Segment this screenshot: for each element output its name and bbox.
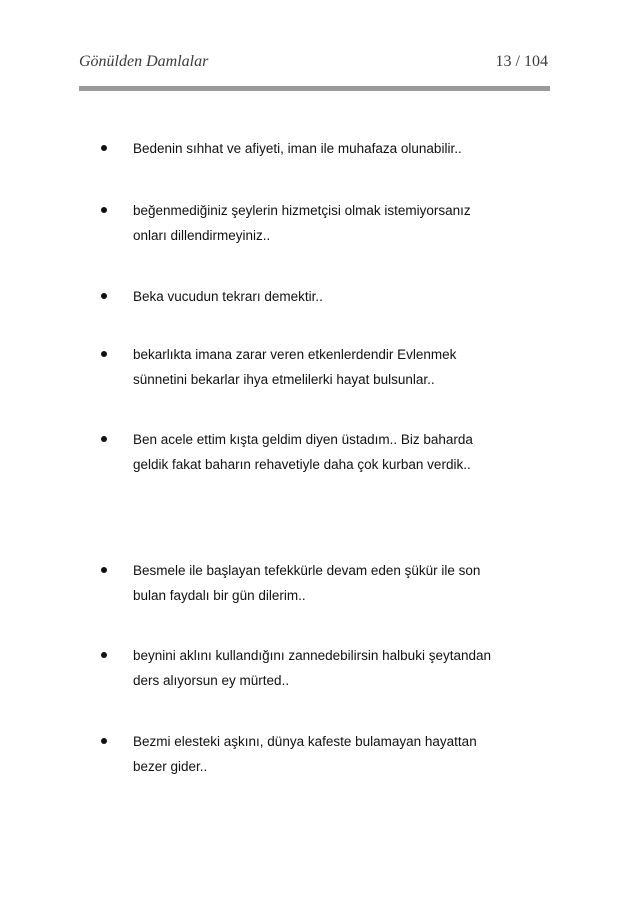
list-item-line: Ben acele ettim kışta geldim diyen üstadım.. Biz baharda — [133, 432, 473, 447]
list-item-line: bekarlıkta imana zarar veren etkenlerdendir Evlenmek — [133, 347, 457, 362]
list-item-line: bulan faydalı bir gün dilerim.. — [133, 588, 306, 603]
bullet-icon — [101, 145, 107, 151]
list-item-text — [133, 427, 553, 477]
bullet-icon — [101, 652, 107, 658]
list-item-line: onları dillendirmeyiniz.. — [133, 228, 271, 243]
list-item-text — [133, 558, 553, 608]
list-item-line: sünnetini bekarlar ihya etmelilerki hayat bulsunlar.. — [133, 372, 435, 387]
list-item-text — [133, 284, 553, 309]
list-item-line: geldik fakat baharın rehavetiyle daha çok kurban verdik.. — [133, 457, 471, 472]
list-item-line: beğenmediğiniz şeylerin hizmetçisi olmak istemiyorsanız — [133, 203, 471, 218]
list-item-text — [133, 198, 553, 248]
bullet-icon — [101, 351, 107, 357]
list-item-text — [133, 342, 553, 392]
list-item-line: Besmele ile başlayan tefekkürle devam eden şükür ile son — [133, 563, 481, 578]
list-item-line: Bezmi elesteki aşkını, dünya kafeste bulamayan hayattan — [133, 734, 477, 749]
bullet-icon — [101, 436, 107, 442]
list-item-line: ders alıyorsun ey mürted.. — [133, 673, 290, 688]
list-item-line: bezer gider.. — [133, 759, 208, 774]
list-item-line: beynini aklını kullandığını zannedebilirsin halbuki şeytandan — [133, 648, 491, 663]
list-item-text — [133, 729, 553, 779]
list-item-line: Bedenin sıhhat ve afiyeti, iman ile muhafaza olunabilir.. — [133, 141, 462, 156]
bullet-icon — [101, 293, 107, 299]
list-item-line: Beka vucudun tekrarı demektir.. — [133, 289, 323, 304]
list-item-text — [133, 643, 553, 693]
list-item-text — [133, 136, 553, 161]
document-title: Gönülden Damlalar — [79, 53, 209, 70]
bullet-icon — [101, 207, 107, 213]
bullet-icon — [101, 567, 107, 573]
page-header — [79, 53, 548, 73]
page-number: 13 / 104 — [495, 53, 548, 70]
bullet-icon — [101, 738, 107, 744]
header-divider — [79, 86, 550, 91]
